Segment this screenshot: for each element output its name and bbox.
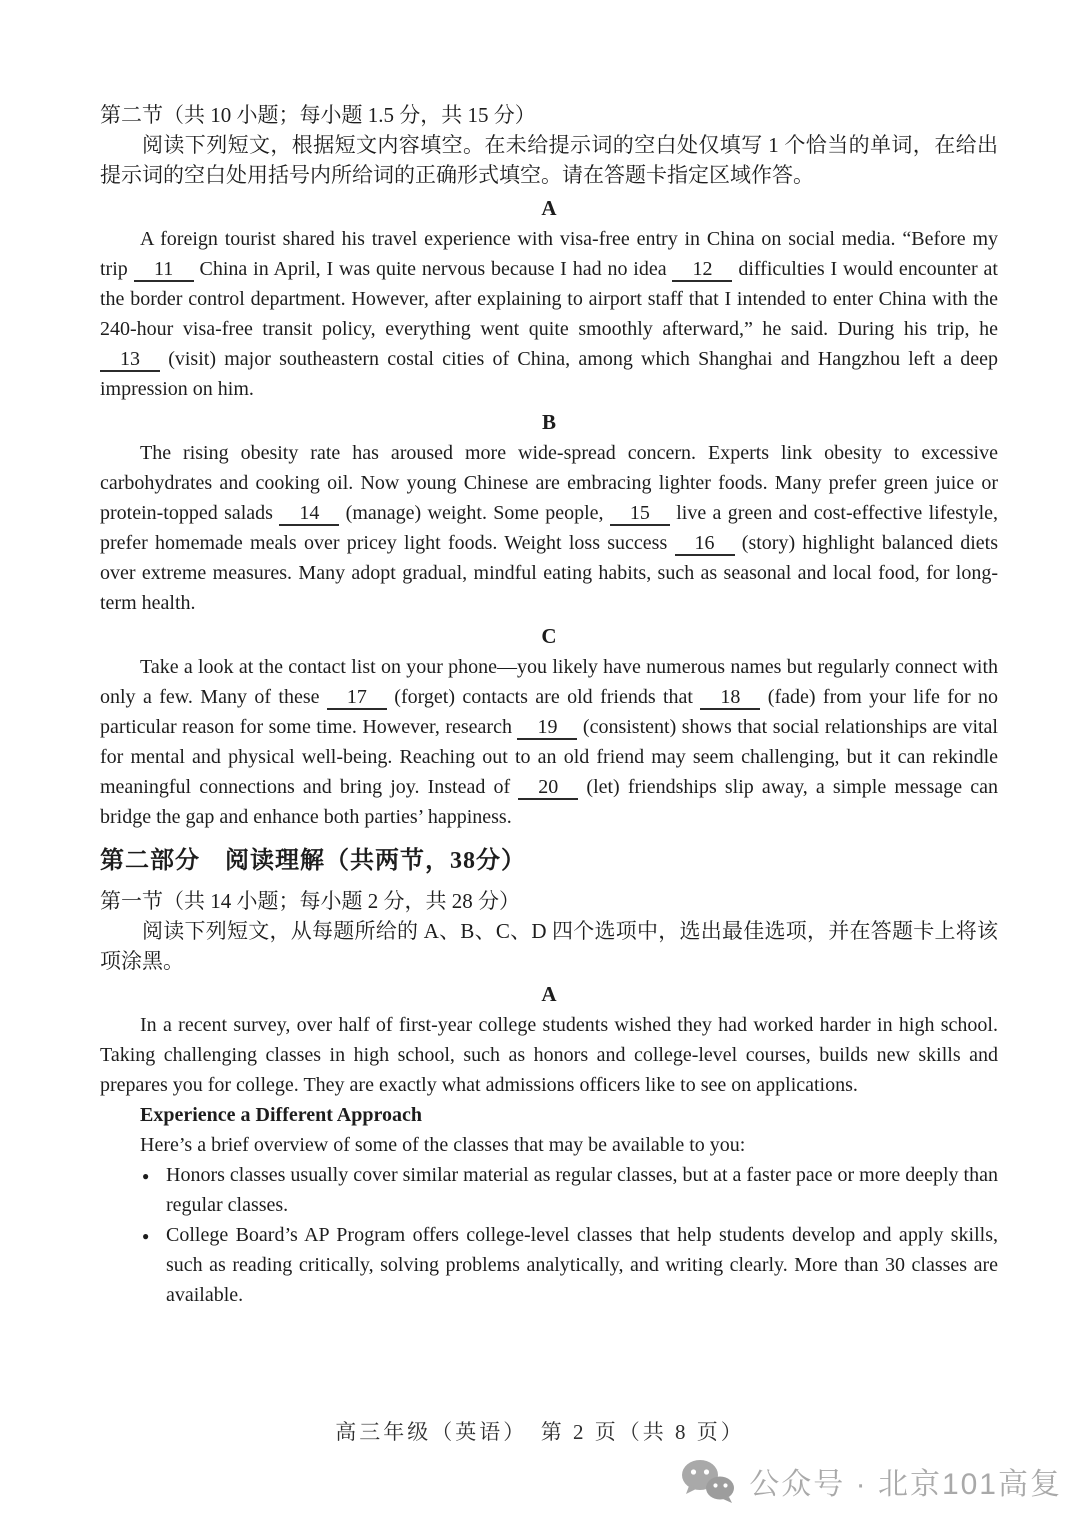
reading-a-paragraph: In a recent survey, over half of first-year college students wished they had worked harder in high school. Taking challenging classes in high school, such as honors and college-level courses, builds new skills and prepares you for college. They are exactly what admissions officers like to see on applications. (100, 1014, 998, 1096)
watermark-text: 公众号 · 北京101高复 (749, 1468, 1062, 1501)
cloze-blank-13: 13 (100, 349, 160, 372)
bullet-item-honors: ● Honors classes usually cover similar material as regular classes, but at a faster pace or more deeply than regular classes. (166, 1160, 998, 1220)
cloze-blank-20: 20 (518, 777, 578, 800)
cloze-blank-14: 14 (279, 503, 339, 526)
passage-b-label: B (541, 410, 556, 434)
cloze-blank-12: 12 (672, 259, 732, 282)
watermark (679, 1458, 1062, 1504)
cloze-passage-b (100, 408, 998, 618)
passage-a-label: A (541, 196, 557, 220)
part2-section1-header: 第一节（共 14 小题；每小题 2 分，共 28 分） (100, 889, 520, 913)
cloze-blank-11: 11 (134, 259, 194, 282)
cloze-blank-18: 18 (700, 687, 760, 710)
cloze-blank-15: 15 (610, 503, 670, 526)
cloze-passage-a (100, 194, 998, 404)
reading-passage-a (100, 980, 998, 1310)
wechat-icon (679, 1458, 737, 1504)
section2-instructions: 阅读下列短文，根据短文内容填空。在未给提示词的空白处仅填写 1 个恰当的单词，在给出提示词的空白处用括号内所给词的正确形式填空。请在答题卡指定区域作答。 (100, 133, 998, 187)
passage-c-text: Take a look at the contact list on your phone—you likely have numerous names but regularly connect with only a few. Many of these 17 (forget) contacts are old friends that 18 (fade) from your life for no particular reason for some time. However, research 19 (consistent) shows that social relationships are vital for mental and physical well-being. Reaching out to an old friend may seem challenging, but it can rekindle meaningful connections and bring joy. Instead of 20 (let) friendships slip away, a simple message can bridge the gap and enhance both parties’ happiness. (100, 656, 998, 828)
part2-header: 第二部分 阅读理解（共两节，38分） (100, 848, 526, 874)
bullet-item-ap-program: ● College Board’s AP Program offers college-level classes that help students develop and apply skills, such as reading critically, solving problems analytically, and writing clearly. More than 30 classes are available. (166, 1220, 998, 1310)
page-footer: 高三年级（英语） 第 2 页（共 8 页） (335, 1420, 745, 1444)
part2-instructions: 阅读下列短文，从每题所给的 A、B、C、D 四个选项中，选出最佳选项，并在答题卡上将该项涂黑。 (100, 919, 998, 973)
passage-c-label: C (541, 624, 557, 648)
reading-a-label: A (541, 982, 557, 1006)
passage-b-text: The rising obesity rate has aroused more wide-spread concern. Experts link obesity to excessive carbohydrates and cooking oil. Now young Chinese are embracing lighter foods. Many prefer green juice or protein-topped salads 14 (manage) weight. Some people, 15 live a green and cost-effective lifestyle, prefer homemade meals over pricey light foods. Weight loss success 16 (story) highlight balanced diets over extreme measures. Many adopt gradual, mindful eating habits, such as seasonal and local food, for long-term health. (100, 442, 998, 614)
passage-a-text: A foreign tourist shared his travel experience with visa-free entry in China on social media. “Before my trip 11 China in April, I was quite nervous because I had no idea 12 difficulties I would encounter at the border control department. However, after explaining to airport staff that I intended to enter China with the 240-hour visa-free transit policy, everything went quite smoothly afterward,” he said. During his trip, he 13 (visit) major southeastern costal cities of China, among which Shanghai and Hangzhou left a deep impression on him. (100, 228, 998, 400)
cloze-blank-19: 19 (517, 717, 577, 740)
cloze-blank-17: 17 (327, 687, 387, 710)
section2-header: 第二节（共 10 小题；每小题 1.5 分，共 15 分） (100, 103, 536, 127)
cloze-passage-c (100, 622, 998, 832)
cloze-blank-16: 16 (675, 533, 735, 556)
reading-a-bullet-list (100, 1160, 998, 1310)
reading-a-subheading: Experience a Different Approach (140, 1104, 423, 1126)
reading-a-intro: Here’s a brief overview of some of the classes that may be available to you: (140, 1134, 746, 1156)
